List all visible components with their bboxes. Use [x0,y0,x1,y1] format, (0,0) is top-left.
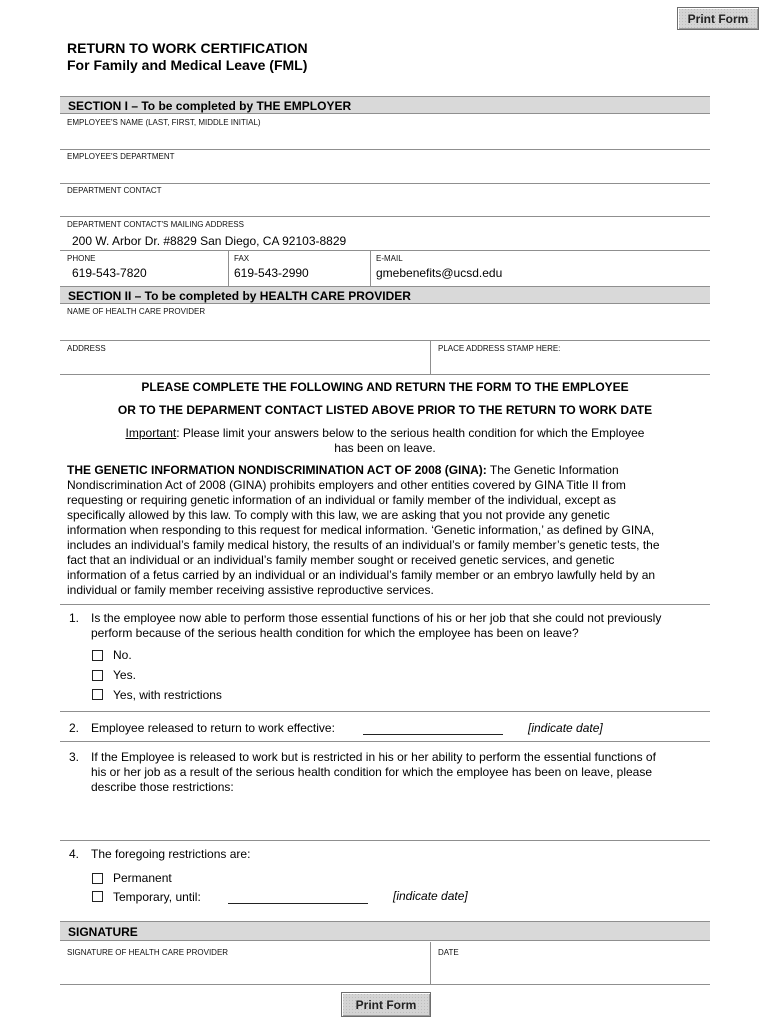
q4-permanent-checkbox[interactable] [92,873,103,884]
fax-value[interactable]: 619-543-2990 [234,266,309,280]
important-note [60,426,710,440]
divider [60,250,710,251]
form-title: RETURN TO WORK CERTIFICATION [67,40,308,56]
q2-date-field[interactable] [363,734,503,735]
q1-no-checkbox[interactable] [92,650,103,661]
important-note-line2: has been on leave. [334,441,436,455]
q1-line1: Is the employee now able to perform those essential functions of his or her job that she could not previously [91,611,662,625]
phone-value[interactable]: 619-543-7820 [72,266,147,280]
mailing-address-label: DEPARTMENT CONTACT'S MAILING ADDRESS [67,220,244,229]
q2-hint: [indicate date] [528,721,603,735]
q1-yes-checkbox[interactable] [92,670,103,681]
instruction-line1: PLEASE COMPLETE THE FOLLOWING AND RETURN THE FORM TO THE EMPLOYEE [141,380,629,394]
q3-line3: describe those restrictions: [91,780,234,794]
employee-name-label: EMPLOYEE'S NAME (LAST, FIRST, MIDDLE INITIAL) [67,118,261,127]
q4-number: 4. [69,847,80,861]
q1-yes-label: Yes. [113,668,136,682]
date-label: DATE [438,948,459,957]
divider [60,604,710,605]
email-label: E-MAIL [376,254,403,263]
gina-line2: Nondiscrimination Act of 2008 (GINA) prohibits employers and other entities covered by GINA Title II from [67,478,626,492]
q4-temporary-label: Temporary, until: [113,890,201,904]
address-label: ADDRESS [67,344,106,353]
employee-dept-label: EMPLOYEE'S DEPARTMENT [67,152,175,161]
signature-heading: SIGNATURE [60,921,710,941]
divider [60,840,710,841]
employee-dept-field[interactable] [62,162,708,182]
divider [60,216,710,217]
q4-permanent-label: Permanent [113,871,172,885]
important-word: Important [125,426,177,440]
instruction-line2: OR TO THE DEPARMENT CONTACT LISTED ABOVE PRIOR TO THE RETURN TO WORK DATE [117,403,653,417]
form-subtitle: For Family and Medical Leave (FML) [67,57,308,73]
gina-line1: The Genetic Information [486,463,619,477]
dept-contact-label: DEPARTMENT CONTACT [67,186,162,195]
gina-line6: includes an individual’s family medical history, the results of an individual’s or family member’s genetic tests, the [67,538,660,552]
q1-yes-restrictions-checkbox[interactable] [92,689,103,700]
q2-number: 2. [69,721,80,735]
employee-name-field[interactable] [62,128,708,148]
dept-contact-field[interactable] [62,196,708,216]
q4-text: The foregoing restrictions are: [91,847,251,861]
q2-text: Employee released to return to work effective: [91,721,335,735]
divider [430,341,431,374]
gina-line5: information when responding to this request for medical information. ‘Genetic information,’ as defined by GINA, [67,523,655,537]
divider [60,984,710,985]
mailing-address-value[interactable]: 200 W. Arbor Dr. #8829 San Diego, CA 92103-8829 [72,234,347,248]
divider [60,183,710,184]
q1-number: 1. [69,611,80,625]
gina-heading: THE GENETIC INFORMATION NONDISCRIMINATION ACT OF 2008 (GINA): [67,463,487,477]
section1-heading: SECTION I – To be completed by THE EMPLOYER [60,96,710,114]
q3-number: 3. [69,750,80,764]
q4-hint: [indicate date] [393,889,468,903]
q1-no-label: No. [113,648,132,662]
phone-label: PHONE [67,254,96,263]
q3-text [91,750,711,795]
gina-line4: specifically allowed by this law. To comply with this law, we are asking that you not provide any genetic [67,508,610,522]
divider [430,942,431,984]
q3-restrictions-field[interactable] [91,798,709,836]
divider [60,340,710,341]
gina-line3: requesting or requiring genetic information of an individual or family member of the individual, except as [67,493,616,507]
gina-line8: information of a fetus carried by an individual or an individual’s family member or an embryo lawfully held by an [67,568,656,582]
divider [60,711,710,712]
divider [60,374,710,375]
print-form-button-bottom[interactable]: Print Form [341,992,431,1017]
q1-text [91,611,711,641]
signature-field[interactable] [62,958,426,982]
divider [228,251,229,287]
q4-temporary-checkbox[interactable] [92,891,103,902]
print-form-button-top[interactable]: Print Form [677,7,759,30]
divider [370,251,371,287]
gina-line7: fact that an individual or an individual’s family member sought or received genetic services, and genetic [67,553,615,567]
fax-label: FAX [234,254,250,263]
q3-line1: If the Employee is released to work but is restricted in his or her ability to perform the essential functions of [91,750,656,764]
provider-name-field[interactable] [62,317,708,339]
important-text: : Please limit your answers below to the serious health condition for which the Employee [176,426,645,440]
q1-line2: perform because of the serious health condition for which the employee has been on leave? [91,626,579,640]
gina-paragraph [67,463,707,598]
section2-heading: SECTION II – To be completed by HEALTH CARE PROVIDER [60,286,710,304]
provider-name-label: NAME OF HEALTH CARE PROVIDER [67,307,206,316]
email-value[interactable]: gmebenefits@ucsd.edu [376,266,503,280]
date-field[interactable] [436,958,708,982]
gina-line9: individual or family member receiving assistive reproductive services. [67,583,434,597]
stamp-label: PLACE ADDRESS STAMP HERE: [438,344,561,353]
divider [60,741,710,742]
divider [60,149,710,150]
q3-line2: his or her job as a result of the serious health condition for which the employee has been on leave, please [91,765,653,779]
q4-date-field[interactable] [228,903,368,904]
signature-label: SIGNATURE OF HEALTH CARE PROVIDER [67,948,229,957]
q1-yes-restrictions-label: Yes, with restrictions [113,688,222,702]
address-field[interactable] [62,354,426,372]
